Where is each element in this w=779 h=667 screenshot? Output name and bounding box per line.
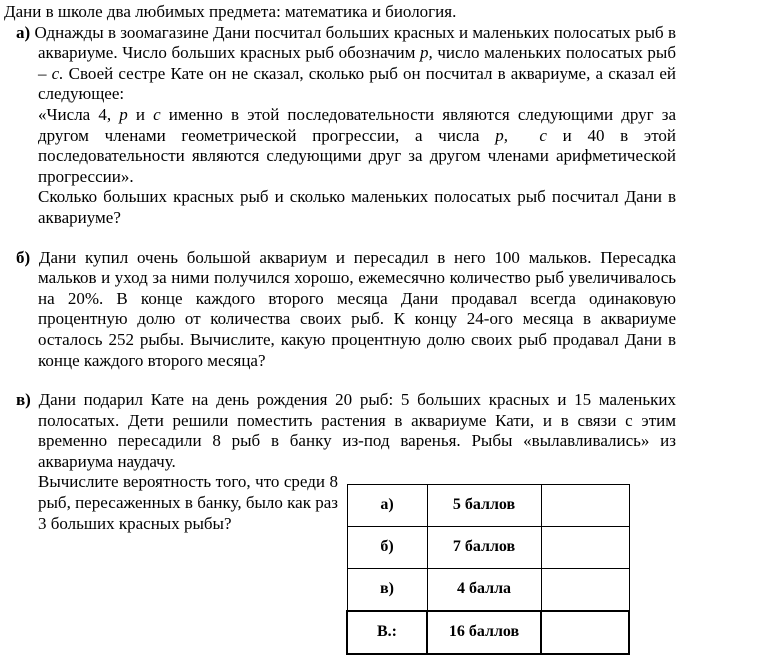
quote-text: именно в этой последовательности являются следующими друг за другом членами геометрической прогрессии, а числа: [38, 104, 676, 145]
score-blank: [541, 527, 629, 569]
score-points: 4 балла: [427, 569, 541, 612]
score-total-blank: [541, 611, 629, 654]
var-p: p,: [419, 43, 433, 63]
task-b-label: б): [16, 247, 31, 267]
score-total-label: В.:: [347, 611, 427, 654]
score-part: в): [347, 569, 427, 612]
score-points: 5 баллов: [427, 485, 541, 527]
score-row-total: [347, 611, 629, 654]
task-a-quote: [4, 105, 676, 187]
quote-text: «Числа 4,: [38, 104, 120, 124]
document-page: [4, 2, 676, 534]
quote-text: и 40 в этой последовательности являются следующими друг за другом членами арифметической прогрессии».: [38, 125, 676, 186]
score-total-points: 16 баллов: [427, 611, 541, 654]
task-c-text: Дани подарил Кате на день рождения 20 рыб: 5 больших красных и 15 маленьких полосатых. Дети решили поместить растения в аквариуме Кати, и в связи с этим временно пересадили 8 рыб в банку из-под варенья. Рыбы «вылавливались» из аквариума наудачу.: [30, 390, 676, 471]
task-c-question: [4, 472, 338, 534]
var-p: p,: [495, 125, 508, 145]
task-c-label: в): [16, 390, 31, 410]
task-c-question-text: Вычислите вероятность того, что среди 8 рыб, пересаженных в банку, было как раз 3 больших красных рыбы?: [38, 472, 338, 533]
task-a-label: а): [16, 22, 31, 42]
var-c: c: [539, 125, 547, 145]
task-a-question: Сколько больших красных рыб и сколько маленьких полосатых рыб посчитал Дани в аквариуме?: [38, 187, 676, 227]
score-blank: [541, 569, 629, 612]
task-a-text: Своей сестре Кате он не сказал, сколько рыб он посчитал в аквариуме, а сказал ей следующее:: [38, 63, 676, 104]
quote-text: и: [127, 104, 154, 124]
task-a-text: число маленьких полосатых рыб –: [38, 43, 677, 83]
task-b: [4, 248, 676, 372]
var-c: c: [153, 104, 161, 124]
quote-text: [508, 126, 539, 145]
task-a: [4, 23, 676, 105]
score-blank: [541, 485, 629, 527]
task-b-text: Дани купил очень большой аквариум и пересадил в него 100 мальков. Пересадка мальков и уход за ними получился хорошо, ежемесячно количество рыб увеличивалось на 20%. В конце каждого второго месяца Дани продавал всегда одинаковую процентную долю от количества своих рыб. К концу 24-ого месяца в аквариуме осталось 252 рыбы. Вычислите, какую процентную долю своих рыб продавал Дани в конце каждого второго месяца?: [30, 247, 676, 370]
score-part: а): [347, 485, 427, 527]
intro-text: Дани в школе два любимых предмета: математика и биология.: [4, 2, 457, 21]
score-points: 7 баллов: [427, 527, 541, 569]
score-row-c: [347, 569, 629, 612]
var-p: p: [119, 104, 128, 124]
task-c: [4, 390, 676, 472]
var-c: c.: [51, 63, 64, 83]
score-row-b: [347, 527, 629, 569]
score-row-a: [347, 485, 629, 527]
score-part: б): [347, 527, 427, 569]
score-table: [346, 484, 630, 655]
task-a-text: Однажды в зоомагазине Дани посчитал больших красных и маленьких полосатых рыб в аквариуме. Число больших красных рыб обозначим: [30, 22, 676, 63]
